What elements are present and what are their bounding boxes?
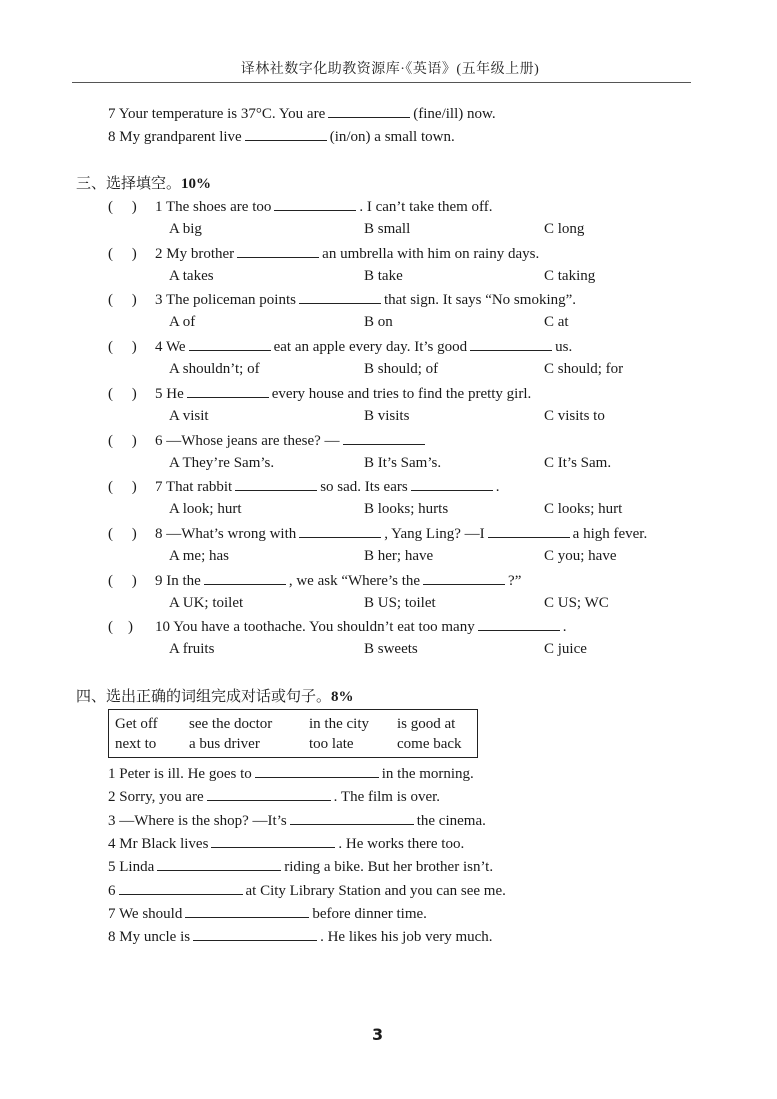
- answer-paren[interactable]: ( ): [108, 432, 137, 449]
- option-b[interactable]: B her; have: [364, 547, 434, 564]
- answer-blank[interactable]: [193, 926, 317, 941]
- option-a[interactable]: A They’re Sam’s.: [169, 454, 275, 471]
- option-a[interactable]: A UK; toilet: [169, 594, 244, 611]
- option-b[interactable]: B should; of: [364, 361, 439, 378]
- answer-blank[interactable]: [207, 786, 331, 801]
- question-text: every house and tries to find the pretty girl.: [271, 385, 532, 402]
- answer-paren[interactable]: ( ): [108, 525, 137, 542]
- answer-blank[interactable]: [488, 523, 570, 538]
- option-b[interactable]: B sweets: [364, 641, 418, 658]
- section-title-text: 三、选择填空。: [76, 174, 182, 192]
- sentence-text: 3 —Where is the shop? —It’s: [108, 812, 287, 829]
- sentence-text: riding a bike. But her brother isn’t.: [284, 859, 494, 876]
- sentence-row: [108, 810, 486, 831]
- sentence-text: 8 My uncle is: [108, 929, 191, 946]
- item-text: (in/on) a small town.: [329, 129, 455, 145]
- question-text: that sign. It says “No smoking”.: [383, 292, 577, 309]
- question-text: 9 In the: [155, 572, 201, 589]
- answer-paren[interactable]: ( ): [108, 619, 133, 636]
- option-c[interactable]: C looks; hurt: [544, 501, 623, 518]
- sentence-text: at City Library Station and you can see me.: [245, 882, 506, 899]
- item-text: (fine/ill) now.: [413, 106, 496, 122]
- question-row: [108, 243, 539, 264]
- option-a[interactable]: A look; hurt: [169, 501, 242, 518]
- question-text: , Yang Ling? —I: [384, 525, 485, 542]
- option-b[interactable]: B take: [364, 267, 403, 284]
- question-text: .: [562, 619, 567, 636]
- sentence-row: [108, 880, 506, 901]
- word-option: is good at: [397, 716, 456, 732]
- header-divider: [72, 82, 691, 83]
- question-row: [108, 476, 499, 497]
- question-text: .: [495, 479, 500, 496]
- question-text: 3 The policeman points: [155, 292, 296, 309]
- answer-blank[interactable]: [245, 126, 327, 141]
- section-score: 8%: [331, 689, 354, 705]
- question-text: . I can’t take them off.: [359, 199, 493, 215]
- option-c[interactable]: C taking: [544, 267, 596, 284]
- sentence-text: . The film is over.: [333, 789, 441, 806]
- question-text: ?”: [508, 572, 522, 589]
- option-c[interactable]: C long: [544, 221, 585, 237]
- answer-paren[interactable]: ( ): [108, 572, 137, 589]
- answer-blank[interactable]: [470, 336, 552, 351]
- sentence-row: [108, 763, 474, 784]
- sentence-row: [108, 926, 493, 947]
- page-number: 3: [372, 1025, 384, 1044]
- sentence-text: in the morning.: [381, 766, 474, 782]
- answer-paren[interactable]: ( ): [108, 199, 137, 215]
- option-a[interactable]: A of: [169, 314, 196, 331]
- option-b[interactable]: B visits: [364, 407, 410, 424]
- answer-blank[interactable]: [299, 523, 381, 538]
- sentence-row: [108, 833, 464, 854]
- word-option: come back: [397, 736, 462, 752]
- sentence-row: [108, 786, 440, 807]
- answer-blank[interactable]: [255, 763, 379, 778]
- sentence-row: [108, 903, 427, 924]
- question-text: 6 —Whose jeans are these? —: [155, 432, 340, 449]
- question-row: [108, 523, 647, 544]
- part2-item-8: [108, 126, 455, 147]
- sentence-text: 4 Mr Black lives: [108, 835, 209, 852]
- sentence-text: the cinema.: [416, 812, 486, 829]
- section-score: 10%: [181, 176, 212, 192]
- question-text: , we ask “Where’s the: [288, 572, 421, 589]
- option-a[interactable]: A visit: [169, 407, 209, 424]
- question-text: an umbrella with him on rainy days.: [322, 245, 540, 262]
- option-c[interactable]: C at: [544, 314, 569, 331]
- word-box: [108, 709, 478, 758]
- header-title: 译林社数字化助教资源库·《英语》(五年级上册): [240, 62, 540, 77]
- word-option: too late: [309, 736, 354, 752]
- question-text: eat an apple every day. It’s good: [273, 339, 468, 356]
- sentence-text: 6: [108, 882, 116, 899]
- option-b[interactable]: B looks; hurts: [364, 501, 449, 518]
- word-option: next to: [115, 736, 157, 752]
- answer-blank[interactable]: [119, 880, 243, 895]
- answer-blank[interactable]: [204, 570, 286, 585]
- question-row: [108, 383, 531, 404]
- sentence-row: [108, 856, 493, 877]
- answer-blank[interactable]: [299, 289, 381, 304]
- option-b[interactable]: B US; toilet: [364, 594, 436, 611]
- answer-blank[interactable]: [235, 476, 317, 491]
- question-text: 5 He: [155, 385, 184, 402]
- sentence-text: 7 We should: [108, 905, 183, 922]
- section-title-text: 四、选出正确的词组完成对话或句子。: [76, 687, 332, 705]
- option-a[interactable]: A fruits: [169, 641, 215, 658]
- sentence-text: before dinner time.: [312, 905, 427, 922]
- item-text: 7 Your temperature is 37°C. You are: [108, 106, 326, 122]
- question-text: so sad. Its ears: [320, 479, 408, 496]
- option-c[interactable]: C US; WC: [544, 594, 609, 611]
- question-text: 4 We: [155, 339, 186, 356]
- sentence-text: . He likes his job very much.: [320, 929, 493, 946]
- answer-blank[interactable]: [237, 243, 319, 258]
- section4-title: [76, 686, 354, 707]
- question-row: [108, 336, 572, 357]
- answer-blank[interactable]: [290, 810, 414, 825]
- question-text: 1 The shoes are too: [155, 199, 272, 215]
- question-text: 2 My brother: [155, 245, 235, 262]
- question-row: [108, 430, 428, 451]
- section3-title: [76, 173, 211, 194]
- question-row: [108, 616, 566, 637]
- word-option: in the city: [309, 716, 369, 732]
- answer-blank[interactable]: [274, 196, 356, 211]
- sentence-text: 1 Peter is ill. He goes to: [108, 766, 252, 782]
- answer-blank[interactable]: [411, 476, 493, 491]
- sentence-text: 5 Linda: [108, 859, 155, 876]
- answer-blank[interactable]: [211, 833, 335, 848]
- option-c[interactable]: C should; for: [544, 361, 624, 378]
- option-a[interactable]: A big: [169, 221, 202, 237]
- option-c[interactable]: C juice: [544, 641, 587, 658]
- answer-paren[interactable]: ( ): [108, 339, 137, 356]
- question-row: [108, 289, 576, 310]
- option-c[interactable]: C It’s Sam.: [544, 454, 612, 471]
- answer-paren[interactable]: ( ): [108, 479, 137, 496]
- question-text: a high fever.: [572, 525, 648, 542]
- option-a[interactable]: A shouldn’t; of: [169, 361, 260, 378]
- option-c[interactable]: C you; have: [544, 547, 617, 564]
- option-a[interactable]: A takes: [169, 267, 214, 284]
- question-text: 7 That rabbit: [155, 479, 233, 496]
- word-option: a bus driver: [189, 736, 260, 752]
- part2-item-7: [108, 103, 496, 124]
- answer-blank[interactable]: [423, 570, 505, 585]
- option-a[interactable]: A me; has: [169, 547, 229, 564]
- option-b[interactable]: B on: [364, 314, 393, 331]
- option-c[interactable]: C visits to: [544, 407, 605, 424]
- question-text: 10 You have a toothache. You shouldn’t eat too many: [155, 619, 475, 636]
- sentence-text: . He works there too.: [338, 835, 465, 852]
- question-row: [108, 570, 521, 591]
- word-option: Get off: [115, 716, 158, 732]
- answer-blank[interactable]: [187, 383, 269, 398]
- answer-paren[interactable]: ( ): [108, 385, 137, 402]
- answer-paren[interactable]: ( ): [108, 292, 137, 309]
- answer-blank[interactable]: [189, 336, 271, 351]
- answer-blank[interactable]: [328, 103, 410, 118]
- option-b[interactable]: B It’s Sam’s.: [364, 454, 442, 471]
- question-text: 8 —What’s wrong with: [155, 525, 297, 542]
- answer-blank[interactable]: [343, 430, 425, 445]
- question-row: [108, 196, 493, 217]
- word-option: see the doctor: [189, 716, 273, 732]
- answer-blank[interactable]: [157, 856, 281, 871]
- answer-blank[interactable]: [478, 616, 560, 631]
- question-text: us.: [555, 339, 573, 356]
- answer-paren[interactable]: ( ): [108, 245, 137, 262]
- item-text: 8 My grandparent live: [108, 129, 242, 145]
- option-b[interactable]: B small: [364, 221, 411, 237]
- sentence-text: 2 Sorry, you are: [108, 789, 204, 806]
- answer-blank[interactable]: [185, 903, 309, 918]
